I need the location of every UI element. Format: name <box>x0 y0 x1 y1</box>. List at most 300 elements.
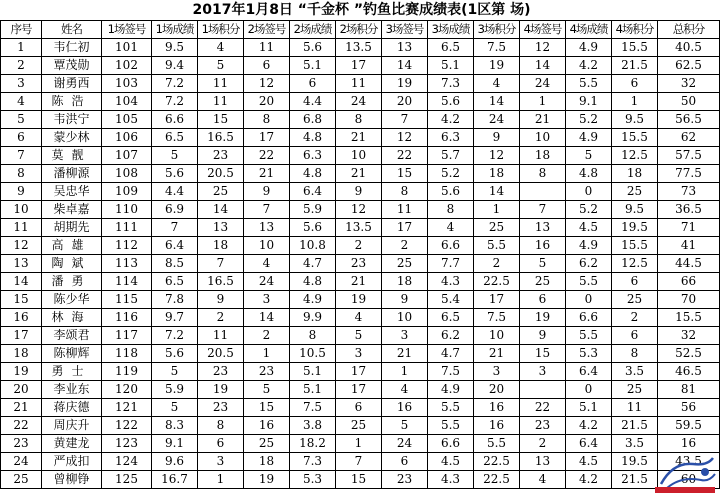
table-cell: 7.2 <box>152 327 198 345</box>
table-cell: 21 <box>336 129 382 147</box>
table-cell: 8 <box>244 111 290 129</box>
table-cell: 4 <box>1 93 42 111</box>
table-cell: 4 <box>428 219 474 237</box>
table-row <box>1 75 720 93</box>
table-cell: 16 <box>520 237 566 255</box>
table-cell: 23 <box>244 363 290 381</box>
table-cell: 40.5 <box>658 39 720 57</box>
table-cell: 9 <box>1 183 42 201</box>
table-cell: 5.5 <box>566 327 612 345</box>
table-cell: 5.6 <box>428 93 474 111</box>
table-cell: 6.9 <box>152 201 198 219</box>
table-cell: 6 <box>382 453 428 471</box>
table-cell: 15.5 <box>658 309 720 327</box>
results-table <box>0 20 720 489</box>
table-cell: 10 <box>336 147 382 165</box>
table-cell: 5.6 <box>290 219 336 237</box>
table-cell: 112 <box>102 237 152 255</box>
name-cell: 韦洪宁 <box>42 111 102 129</box>
table-cell: 22 <box>382 147 428 165</box>
table-cell: 116 <box>102 309 152 327</box>
table-cell: 21.5 <box>612 471 658 489</box>
table-cell: 7.5 <box>474 309 520 327</box>
table-cell: 17 <box>336 57 382 75</box>
table-cell: 5.5 <box>428 417 474 435</box>
table-cell: 123 <box>102 435 152 453</box>
table-cell: 5 <box>152 363 198 381</box>
table-cell: 5.5 <box>428 399 474 417</box>
table-cell: 25 <box>612 381 658 399</box>
table-cell: 66 <box>658 273 720 291</box>
table-cell: 16.5 <box>198 129 244 147</box>
table-row <box>1 39 720 57</box>
table-cell: 10.5 <box>290 345 336 363</box>
table-cell: 21 <box>474 345 520 363</box>
table-cell: 4.9 <box>428 381 474 399</box>
table-cell: 25 <box>612 291 658 309</box>
table-cell: 4.9 <box>566 237 612 255</box>
table-cell: 13 <box>198 219 244 237</box>
table-cell: 3.8 <box>290 417 336 435</box>
table-cell: 17 <box>474 291 520 309</box>
table-cell: 5.5 <box>474 237 520 255</box>
table-cell: 122 <box>102 417 152 435</box>
table-cell: 19 <box>1 363 42 381</box>
table-cell: 114 <box>102 273 152 291</box>
table-cell: 4.2 <box>566 471 612 489</box>
table-cell: 19.5 <box>612 453 658 471</box>
column-header: 序号 <box>1 21 42 39</box>
table-cell: 5.6 <box>428 183 474 201</box>
table-row <box>1 327 720 345</box>
name-cell: 吴忠华 <box>42 183 102 201</box>
table-cell: 4 <box>244 255 290 273</box>
table-cell: 106 <box>102 129 152 147</box>
column-header: 1场积分 <box>198 21 244 39</box>
table-cell: 4 <box>520 471 566 489</box>
table-cell: 3 <box>520 363 566 381</box>
table-cell: 6.4 <box>152 237 198 255</box>
table-cell: 18 <box>1 345 42 363</box>
table-cell: 14 <box>474 93 520 111</box>
table-cell: 7 <box>1 147 42 165</box>
table-cell: 22 <box>244 147 290 165</box>
name-cell: 莫靓 <box>42 147 102 165</box>
table-cell: 9.7 <box>152 309 198 327</box>
table-cell: 15 <box>382 165 428 183</box>
table-cell: 18 <box>244 453 290 471</box>
table-cell: 77.5 <box>658 165 720 183</box>
table-row <box>1 93 720 111</box>
table-cell: 4.2 <box>428 111 474 129</box>
header-row <box>1 21 720 39</box>
table-cell: 7.8 <box>152 291 198 309</box>
table-cell: 120 <box>102 381 152 399</box>
table-row <box>1 165 720 183</box>
table-cell: 23 <box>1 435 42 453</box>
column-header: 3场积分 <box>474 21 520 39</box>
table-cell: 15.5 <box>612 129 658 147</box>
name-cell: 严成扣 <box>42 453 102 471</box>
table-cell: 23 <box>198 399 244 417</box>
table-cell: 111 <box>102 219 152 237</box>
table-cell: 11 <box>336 75 382 93</box>
table-cell: 15 <box>1 291 42 309</box>
table-cell: 18.2 <box>290 435 336 453</box>
table-cell: 1 <box>382 363 428 381</box>
table-cell: 11 <box>198 327 244 345</box>
table-cell: 23 <box>198 147 244 165</box>
table-cell: 25 <box>382 255 428 273</box>
table-cell: 25 <box>520 273 566 291</box>
table-cell: 5.3 <box>290 471 336 489</box>
table-row <box>1 399 720 417</box>
column-header: 3场签号 <box>382 21 428 39</box>
table-cell: 9.5 <box>612 111 658 129</box>
table-cell: 8 <box>198 417 244 435</box>
table-cell: 9 <box>474 129 520 147</box>
table-cell: 14 <box>382 57 428 75</box>
table-cell: 11 <box>198 93 244 111</box>
table-cell: 20 <box>1 381 42 399</box>
table-cell: 12 <box>1 237 42 255</box>
table-cell: 17 <box>336 381 382 399</box>
table-cell: 105 <box>102 111 152 129</box>
table-cell: 52.5 <box>658 345 720 363</box>
table-cell: 4.5 <box>566 219 612 237</box>
table-cell: 21.5 <box>612 417 658 435</box>
table-cell: 19 <box>474 57 520 75</box>
table-cell: 4 <box>336 309 382 327</box>
table-cell: 20.5 <box>198 165 244 183</box>
table-cell: 3 <box>382 327 428 345</box>
table-cell: 32 <box>658 75 720 93</box>
table-cell: 7.2 <box>152 93 198 111</box>
table-cell: 5 <box>382 417 428 435</box>
table-cell: 6.6 <box>566 309 612 327</box>
table-cell: 9 <box>198 291 244 309</box>
table-cell: 4.9 <box>290 291 336 309</box>
table-cell: 2 <box>382 237 428 255</box>
name-cell: 李颂君 <box>42 327 102 345</box>
table-cell: 23 <box>198 363 244 381</box>
table-cell: 8.5 <box>152 255 198 273</box>
table-cell: 15 <box>198 111 244 129</box>
table-cell: 12 <box>336 201 382 219</box>
table-cell: 13 <box>1 255 42 273</box>
table-row <box>1 291 720 309</box>
table-cell: 9.1 <box>566 93 612 111</box>
table-cell: 6.8 <box>290 111 336 129</box>
table-cell: 8 <box>290 327 336 345</box>
table-cell: 2 <box>474 255 520 273</box>
table-cell: 1 <box>474 201 520 219</box>
table-body <box>1 39 720 489</box>
table-cell: 7.5 <box>474 39 520 57</box>
table-cell: 4.9 <box>566 39 612 57</box>
table-cell: 9 <box>382 291 428 309</box>
table-cell: 9.1 <box>152 435 198 453</box>
table-cell: 6.4 <box>566 363 612 381</box>
table-cell: 117 <box>102 327 152 345</box>
table-cell: 2 <box>244 327 290 345</box>
table-cell: 56 <box>658 399 720 417</box>
table-cell: 36.5 <box>658 201 720 219</box>
table-cell: 25 <box>336 417 382 435</box>
table-row <box>1 381 720 399</box>
table-cell: 23 <box>382 471 428 489</box>
table-cell: 12 <box>520 39 566 57</box>
name-cell: 陶斌 <box>42 255 102 273</box>
table-cell: 24 <box>1 453 42 471</box>
table-cell: 16 <box>244 417 290 435</box>
table-row <box>1 417 720 435</box>
table-cell: 44.5 <box>658 255 720 273</box>
table-cell: 9.5 <box>612 201 658 219</box>
name-cell: 潘勇 <box>42 273 102 291</box>
name-cell: 李业东 <box>42 381 102 399</box>
table-cell: 19 <box>198 381 244 399</box>
table-cell: 62 <box>658 129 720 147</box>
table-cell: 4.8 <box>290 165 336 183</box>
name-cell: 谢勇西 <box>42 75 102 93</box>
table-cell: 0 <box>566 291 612 309</box>
table-cell: 41 <box>658 237 720 255</box>
table-cell: 125 <box>102 471 152 489</box>
table-cell: 7 <box>382 111 428 129</box>
table-cell: 22 <box>520 399 566 417</box>
table-row <box>1 183 720 201</box>
table-cell: 3 <box>198 453 244 471</box>
table-cell: 1 <box>612 93 658 111</box>
table-cell: 12 <box>474 147 520 165</box>
column-header: 4场成绩 <box>566 21 612 39</box>
table-cell: 23 <box>336 255 382 273</box>
column-header: 1场签号 <box>102 21 152 39</box>
table-cell: 8 <box>612 345 658 363</box>
table-cell: 3.5 <box>612 435 658 453</box>
table-cell: 21 <box>1 399 42 417</box>
name-cell: 陈少华 <box>42 291 102 309</box>
table-cell: 4.8 <box>290 129 336 147</box>
sheet-title: 2017年1月8日 “千金杯 ”钓鱼比赛成绩表(1区第 场) <box>192 2 531 18</box>
name-cell: 勇士 <box>42 363 102 381</box>
table-cell: 4.5 <box>566 453 612 471</box>
table-cell: 101 <box>102 39 152 57</box>
table-cell: 19.5 <box>612 219 658 237</box>
table-cell: 9.4 <box>152 57 198 75</box>
column-header: 1场成绩 <box>152 21 198 39</box>
table-cell: 17 <box>1 327 42 345</box>
table-cell: 6 <box>1 129 42 147</box>
table-cell: 25 <box>244 435 290 453</box>
table-cell: 5.6 <box>152 165 198 183</box>
table-cell: 2 <box>612 309 658 327</box>
name-cell: 蒙少林 <box>42 129 102 147</box>
table-row <box>1 453 720 471</box>
table-cell: 18 <box>382 273 428 291</box>
table-cell: 15 <box>244 399 290 417</box>
table-cell: 115 <box>102 291 152 309</box>
table-cell: 8.3 <box>152 417 198 435</box>
table-cell: 3 <box>244 291 290 309</box>
table-cell: 0 <box>566 183 612 201</box>
table-cell: 6.2 <box>428 327 474 345</box>
table-cell: 4.4 <box>290 93 336 111</box>
table-cell: 16 <box>1 309 42 327</box>
table-cell: 5.2 <box>566 111 612 129</box>
table-cell: 5 <box>566 147 612 165</box>
table-cell: 113 <box>102 255 152 273</box>
table-cell: 46.5 <box>658 363 720 381</box>
table-cell: 4.2 <box>566 417 612 435</box>
column-header: 姓名 <box>42 21 102 39</box>
table-cell: 4.2 <box>566 57 612 75</box>
table-cell: 4.3 <box>428 273 474 291</box>
table-cell: 5 <box>336 327 382 345</box>
table-cell: 108 <box>102 165 152 183</box>
table-cell: 5.6 <box>290 39 336 57</box>
table-cell: 11 <box>1 219 42 237</box>
table-cell: 7.5 <box>428 363 474 381</box>
table-cell: 118 <box>102 345 152 363</box>
table-cell: 15.5 <box>612 237 658 255</box>
table-cell: 109 <box>102 183 152 201</box>
table-cell: 25 <box>612 183 658 201</box>
name-cell: 林海 <box>42 309 102 327</box>
table-cell: 6.5 <box>152 129 198 147</box>
table-cell: 59.5 <box>658 417 720 435</box>
table-cell: 73 <box>658 183 720 201</box>
table-cell: 5.2 <box>566 201 612 219</box>
table-cell: 7.7 <box>428 255 474 273</box>
name-cell: 陈柳辉 <box>42 345 102 363</box>
table-cell: 6.6 <box>428 237 474 255</box>
table-cell: 7.5 <box>290 399 336 417</box>
table-cell: 16.5 <box>198 273 244 291</box>
table-cell: 13.5 <box>336 219 382 237</box>
table-cell: 56.5 <box>658 111 720 129</box>
column-header: 总积分 <box>658 21 720 39</box>
table-cell: 104 <box>102 93 152 111</box>
table-cell: 20 <box>382 93 428 111</box>
table-cell: 9 <box>520 327 566 345</box>
table-cell: 13 <box>520 453 566 471</box>
table-cell: 5 <box>520 255 566 273</box>
table-cell: 21 <box>336 273 382 291</box>
table-cell: 10 <box>474 327 520 345</box>
table-cell: 7.3 <box>428 75 474 93</box>
name-cell: 陈浩 <box>42 93 102 111</box>
table-cell: 14 <box>520 57 566 75</box>
table-cell: 5.1 <box>290 363 336 381</box>
table-cell: 5.4 <box>428 291 474 309</box>
table-cell: 5.1 <box>566 399 612 417</box>
table-cell: 18 <box>474 165 520 183</box>
table-cell: 62.5 <box>658 57 720 75</box>
table-row <box>1 255 720 273</box>
table-row <box>1 237 720 255</box>
table-cell: 107 <box>102 147 152 165</box>
table-cell: 24 <box>382 435 428 453</box>
table-cell: 8 <box>520 165 566 183</box>
table-cell: 12.5 <box>612 255 658 273</box>
table-cell: 16 <box>474 399 520 417</box>
table-cell: 121 <box>102 399 152 417</box>
table-cell: 16 <box>474 417 520 435</box>
table-cell: 5 <box>244 381 290 399</box>
table-cell: 5.5 <box>474 435 520 453</box>
table-cell: 22.5 <box>474 453 520 471</box>
table-cell: 8 <box>382 183 428 201</box>
table-cell: 17 <box>244 129 290 147</box>
table-row <box>1 363 720 381</box>
table-cell: 5.1 <box>290 57 336 75</box>
name-cell: 覃茂勋 <box>42 57 102 75</box>
table-cell: 9.6 <box>152 453 198 471</box>
table-cell: 19 <box>520 309 566 327</box>
column-header: 2场积分 <box>336 21 382 39</box>
table-cell: 16.7 <box>152 471 198 489</box>
table-cell: 25 <box>474 219 520 237</box>
column-header: 4场签号 <box>520 21 566 39</box>
table-cell: 70 <box>658 291 720 309</box>
table-cell: 8 <box>1 165 42 183</box>
table-cell: 24 <box>244 273 290 291</box>
table-cell: 14 <box>1 273 42 291</box>
table-cell: 50 <box>658 93 720 111</box>
table-cell: 4.5 <box>428 453 474 471</box>
table-cell: 4 <box>382 381 428 399</box>
table-cell: 81 <box>658 381 720 399</box>
table-cell: 7.3 <box>290 453 336 471</box>
table-cell: 2 <box>336 237 382 255</box>
table-cell: 110 <box>102 201 152 219</box>
column-header: 4场积分 <box>612 21 658 39</box>
name-cell: 胡期先 <box>42 219 102 237</box>
name-cell: 黄建龙 <box>42 435 102 453</box>
table-cell: 21.5 <box>612 57 658 75</box>
table-cell: 6.6 <box>428 435 474 453</box>
table-cell: 10 <box>520 129 566 147</box>
table-cell: 4 <box>198 39 244 57</box>
table-cell: 6 <box>612 273 658 291</box>
table-row <box>1 309 720 327</box>
table-cell: 23 <box>520 417 566 435</box>
table-cell: 2 <box>198 309 244 327</box>
table-cell: 22 <box>1 417 42 435</box>
table-cell: 6.2 <box>566 255 612 273</box>
table-cell: 1 <box>244 345 290 363</box>
table-cell: 12 <box>244 75 290 93</box>
table-cell: 7 <box>520 201 566 219</box>
table-cell: 60 <box>658 471 720 489</box>
name-cell: 周庆升 <box>42 417 102 435</box>
table-cell: 10 <box>382 309 428 327</box>
name-cell: 韦仁初 <box>42 39 102 57</box>
table-cell: 11 <box>244 39 290 57</box>
table-cell: 6.4 <box>290 183 336 201</box>
table-cell: 8 <box>336 111 382 129</box>
column-header: 2场成绩 <box>290 21 336 39</box>
table-cell: 5 <box>152 399 198 417</box>
table-cell: 15 <box>336 471 382 489</box>
table-cell: 4.3 <box>428 471 474 489</box>
table-cell: 1 <box>520 93 566 111</box>
table-cell: 6 <box>244 57 290 75</box>
table-cell: 5.9 <box>152 381 198 399</box>
table-row <box>1 471 720 489</box>
